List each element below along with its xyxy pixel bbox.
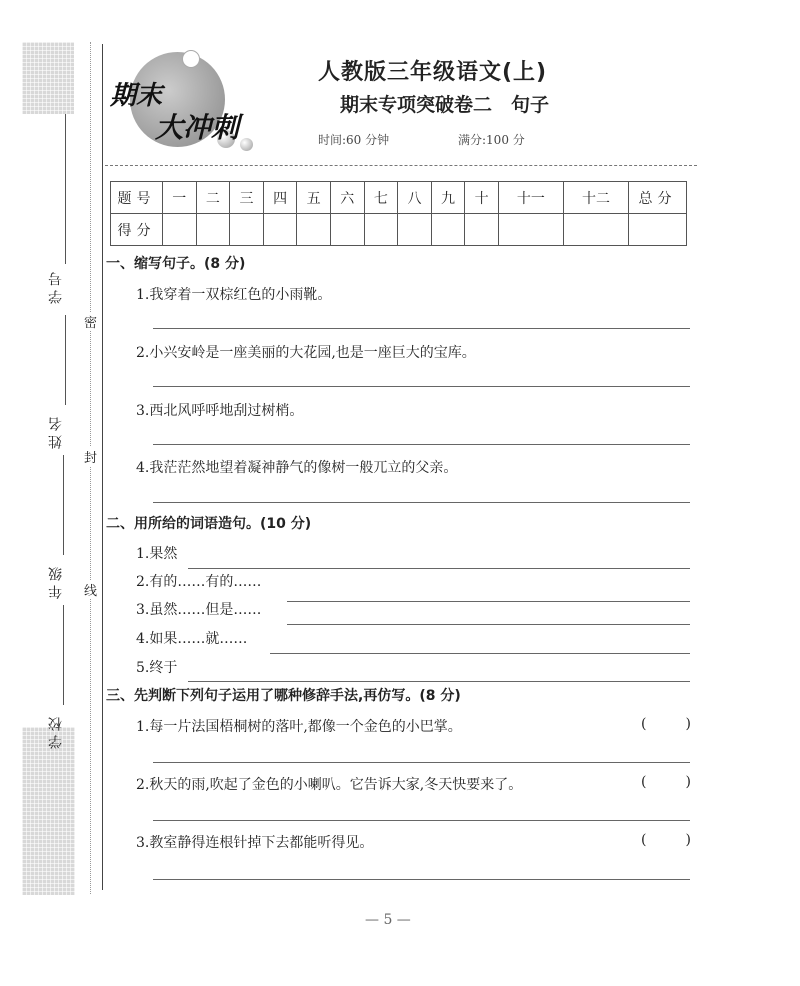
dashed-divider — [105, 165, 697, 166]
question: 2.有的……有的…… — [136, 574, 262, 590]
page-number: — 5 — — [365, 912, 411, 928]
score-cell[interactable] — [364, 214, 398, 246]
page-border-line — [102, 44, 103, 890]
student-id-label: 学号 — [48, 268, 64, 304]
margin-line — [65, 315, 66, 405]
margin-line — [63, 605, 64, 705]
answer-parentheses[interactable]: ( ) — [641, 716, 691, 732]
question: 5.终于 — [136, 660, 178, 676]
page-title: 人教版三年级语文(上) — [318, 60, 548, 85]
margin-pattern-top — [22, 42, 74, 114]
margin-line — [63, 455, 64, 555]
seal-char: 密 — [84, 312, 97, 331]
answer-line[interactable] — [287, 601, 690, 602]
question: 2.秋天的雨,吹起了金色的小喇叭。它告诉大家,冬天快要来了。 — [136, 777, 523, 793]
section-title: 一、缩写句子。(8 分) — [106, 256, 246, 272]
answer-line[interactable] — [153, 444, 690, 445]
dotted-cut-line — [90, 42, 91, 894]
margin-pattern-bottom — [22, 727, 75, 895]
answer-line[interactable] — [270, 653, 690, 654]
answer-line[interactable] — [153, 502, 690, 503]
time-limit: 时间:60 分钟 — [318, 133, 390, 147]
question: 1.每一片法国梧桐树的落叶,都像一个金色的小巴掌。 — [136, 719, 462, 735]
answer-line[interactable] — [188, 681, 690, 682]
answer-line[interactable] — [153, 762, 690, 763]
answer-line[interactable] — [153, 328, 690, 329]
school-label: 学校 — [48, 713, 64, 749]
score-cell[interactable] — [629, 214, 687, 246]
page-subtitle: 期末专项突破卷二 句子 — [340, 94, 550, 116]
section-title: 二、用所给的词语造句。(10 分) — [106, 516, 312, 532]
score-table — [110, 181, 687, 246]
answer-parentheses[interactable]: ( ) — [641, 774, 691, 790]
score-cell[interactable] — [263, 214, 297, 246]
question: 3.虽然……但是…… — [136, 602, 262, 618]
question: 1.果然 — [136, 546, 178, 562]
table-row: 题号 一 二 三 四 五 六 七 八 九 十 十一 十二 总分 — [111, 182, 687, 214]
score-cell[interactable] — [465, 214, 499, 246]
answer-line[interactable] — [153, 820, 690, 821]
score-cell[interactable] — [431, 214, 465, 246]
table-row: 得分 — [111, 214, 687, 246]
score-cell[interactable] — [398, 214, 432, 246]
score-cell[interactable] — [163, 214, 197, 246]
question: 3.西北风呼呼地刮过树梢。 — [136, 403, 304, 419]
score-cell[interactable] — [498, 214, 563, 246]
score-cell[interactable] — [196, 214, 230, 246]
answer-parentheses[interactable]: ( ) — [641, 832, 691, 848]
seal-char: 封 — [84, 447, 97, 466]
question: 1.我穿着一双棕红色的小雨靴。 — [136, 287, 332, 303]
question: 3.教室静得连根针掉下去都能听得见。 — [136, 835, 374, 851]
logo: 期末 大冲刺 — [110, 50, 260, 160]
answer-line[interactable] — [153, 386, 690, 387]
score-cell[interactable] — [297, 214, 331, 246]
question: 4.我茫茫然地望着凝神静气的像树一般兀立的父亲。 — [136, 460, 458, 476]
grade-label: 年级 — [48, 563, 64, 599]
seal-char: 线 — [84, 580, 97, 599]
margin-line — [65, 114, 66, 264]
section-title: 三、先判断下列句子运用了哪种修辞手法,再仿写。(8 分) — [106, 688, 461, 704]
full-score: 满分:100 分 — [458, 133, 525, 147]
question: 4.如果……就…… — [136, 631, 248, 647]
answer-line[interactable] — [287, 624, 690, 625]
score-cell[interactable] — [330, 214, 364, 246]
score-cell[interactable] — [230, 214, 264, 246]
question: 2.小兴安岭是一座美丽的大花园,也是一座巨大的宝库。 — [136, 345, 476, 361]
score-cell[interactable] — [563, 214, 628, 246]
answer-line[interactable] — [153, 879, 690, 880]
name-label: 姓名 — [48, 413, 64, 449]
answer-line[interactable] — [188, 568, 690, 569]
